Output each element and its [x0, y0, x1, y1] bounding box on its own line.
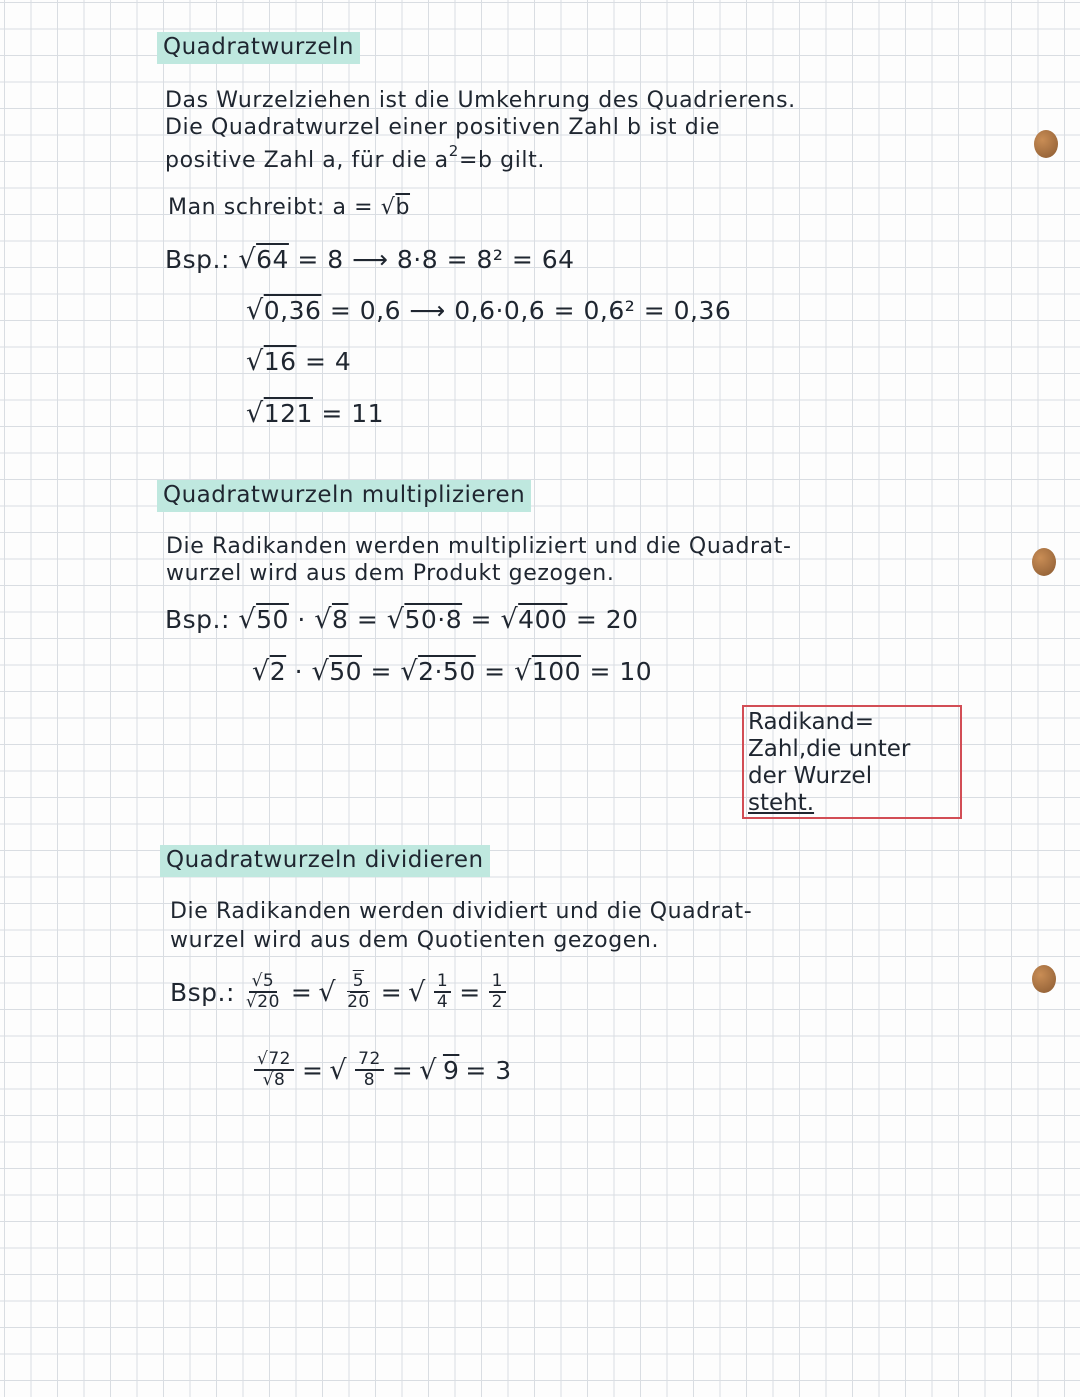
definition-line-3: positive Zahl a, für die $a^2=b$ gilt.	[165, 142, 545, 173]
section-heading-quadratwurzeln: Quadratwurzeln	[157, 32, 360, 64]
section-heading-multiplizieren: Quadratwurzeln multiplizieren	[157, 480, 531, 512]
example-sqrt-036: √0,36 = 0,6 ⟶ 0,6·0,6 = 0,6² = 0,36	[246, 295, 732, 326]
divide-rule-line-2: wurzel wird aus dem Quotienten gezogen.	[170, 928, 660, 953]
multiply-example-2: √2 · √50 = √2·50 = √100 = 10	[252, 656, 653, 687]
fraction-5-over-20: $\frac{5}{20}$	[347, 971, 370, 1012]
example-sqrt-121: √121 = 11	[246, 398, 385, 429]
punch-hole-bottom	[1032, 965, 1056, 993]
example-sqrt-64: Bsp.: √64 = 8 ⟶ 8·8 = 8² = 64	[165, 244, 575, 275]
radikand-definition-note	[742, 705, 962, 819]
fraction-72-over-8: $\frac{72}{8}$	[355, 1050, 384, 1090]
multiply-example-1: Bsp.: √50 · √8 = √50·8 = √400 = 20	[165, 604, 639, 635]
fraction-sqrt72-over-sqrt8: $\frac{√72}{√8}$	[254, 1050, 294, 1090]
definition-line-2: Die Quadratwurzel einer positiven Zahl b ist die	[165, 115, 721, 140]
fraction-1-over-4: $\frac{1}{4}$	[434, 972, 451, 1012]
divide-rule-line-1: Die Radikanden werden dividiert und die Quadrat-	[170, 899, 753, 924]
note-line-2: Zahl,die unter	[748, 736, 911, 762]
definition-line-1: Das Wurzelziehen ist die Umkehrung des Quadrierens.	[165, 88, 796, 113]
note-line-3: der Wurzel	[748, 763, 873, 789]
note-line-4: steht.	[748, 790, 815, 816]
divide-example-1: Bsp.: $\frac{√5}{√20}$ = √ $\frac{5}{20}$ = √ $\frac{1}{4}$ = $\frac{1}{2}$	[170, 972, 508, 1012]
note-line-1: Radikand=	[748, 709, 875, 735]
divide-example-2: $\frac{√72}{√8}$ = √ $\frac{72}{8}$ = √ 9 = 3	[252, 1050, 512, 1090]
multiply-rule-line-1: Die Radikanden werden multipliziert und die Quadrat-	[166, 534, 792, 559]
punch-hole-top	[1034, 130, 1058, 158]
fraction-1-over-2: $\frac{1}{2}$	[489, 972, 506, 1012]
fraction-sqrt5-over-sqrt20: $\frac{√5}{√20}$	[245, 971, 280, 1012]
multiply-rule-line-2: wurzel wird aus dem Produkt gezogen.	[166, 561, 615, 586]
section-heading-dividieren: Quadratwurzeln dividieren	[160, 845, 490, 877]
notation-line: Man schreibt: a = √b	[168, 195, 411, 220]
punch-hole-middle	[1032, 548, 1056, 576]
example-sqrt-16: √16 = 4	[246, 346, 352, 377]
